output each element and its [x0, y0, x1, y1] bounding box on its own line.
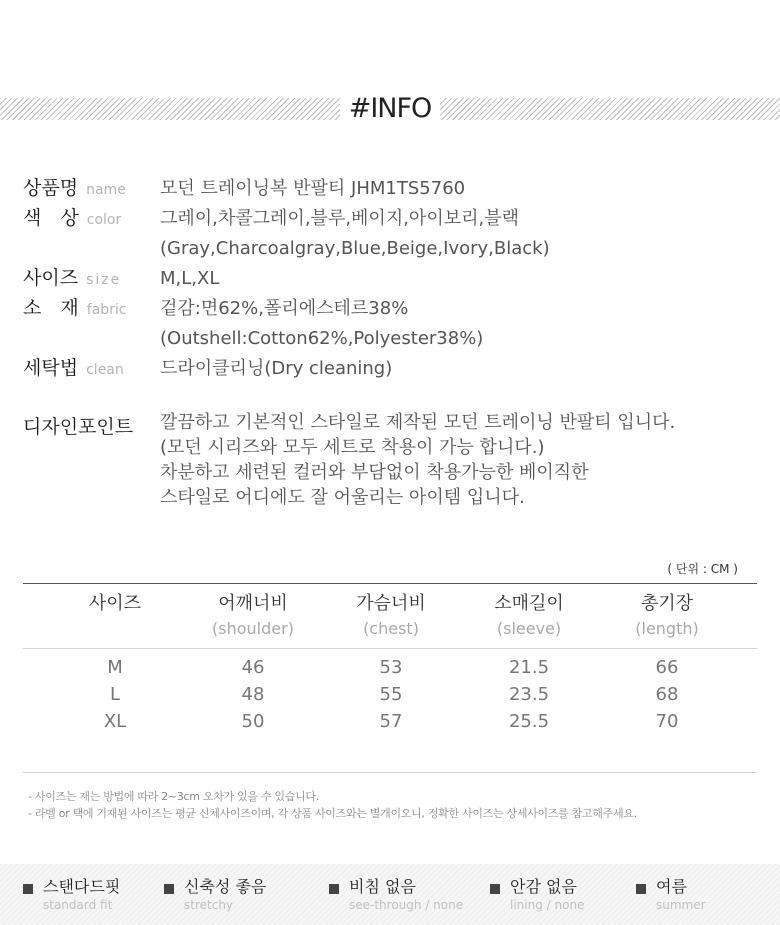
table-cell: 68 — [655, 684, 679, 705]
spec-label-kr: 사이즈 — [23, 267, 79, 289]
col-sub-length: (length) — [635, 619, 699, 638]
design-point-line: 스타일로 어디에도 잘 어울리는 아이템 입니다. — [160, 487, 525, 508]
square-bullet-icon — [636, 884, 646, 894]
title-hatch-right — [440, 98, 780, 120]
col-head-shoulder: 어깨너비 — [218, 593, 288, 614]
table-cell: 57 — [379, 711, 403, 732]
table-cell: 55 — [379, 684, 403, 705]
feature-label: 안감 없음 — [510, 877, 577, 896]
spec-value-color: 그레이,차콜그레이,블루,베이지,아이보리,블랙 — [160, 208, 519, 229]
spec-label-kr: 소 재 — [23, 297, 79, 319]
spec-value-name: 모던 트레이닝복 반팔티 JHM1TS5760 — [160, 178, 466, 199]
col-sub-shoulder: (shoulder) — [212, 619, 294, 638]
table-header-rule — [23, 648, 757, 649]
table-cell: 23.5 — [508, 684, 550, 705]
unit-label: ( 단위 : CM ) — [667, 562, 738, 576]
table-cell: 53 — [379, 657, 403, 678]
spec-label-color — [23, 206, 121, 232]
note-line: - 사이즈는 재는 방법에 따라 2~3cm 오차가 있을 수 있습니다. — [28, 790, 319, 803]
feature-sublabel: lining / none — [510, 898, 585, 912]
spec-value-fabric: 겉감:면62%,폴리에스테르38% — [160, 298, 409, 319]
spec-label-en: size — [86, 272, 122, 288]
feature-label: 비침 없음 — [349, 877, 416, 896]
spec-label-clean — [23, 356, 124, 382]
spec-value-color-en: (Gray,Charcoalgray,Blue,Beige,Ivory,Black) — [160, 238, 550, 259]
square-bullet-icon — [23, 884, 33, 894]
spec-label-name — [23, 176, 126, 202]
spec-label-en: fabric — [86, 302, 127, 318]
table-cell: 25.5 — [508, 711, 550, 732]
feature-sublabel: summer — [656, 898, 706, 912]
col-sub-chest: (chest) — [363, 619, 419, 638]
spec-label-fabric — [23, 296, 127, 322]
table-bottom-rule — [23, 772, 757, 773]
col-head-sleeve: 소매길이 — [494, 593, 564, 614]
table-cell: M — [107, 657, 123, 678]
col-head-chest: 가슴너비 — [356, 593, 426, 614]
spec-label-size — [23, 266, 121, 292]
design-point-line: 깔끔하고 기본적인 스타일로 제작된 모던 트레이닝 반팔티 입니다. — [160, 412, 676, 433]
spec-value-size: M,L,XL — [160, 268, 220, 289]
col-sub-sleeve: (sleeve) — [496, 619, 562, 638]
info-title: #INFO — [348, 93, 432, 124]
table-cell: 21.5 — [508, 657, 550, 678]
table-cell: 46 — [241, 657, 265, 678]
design-point-line: 차분하고 세련된 컬러와 부담없이 착용가능한 베이직한 — [160, 462, 589, 483]
spec-label-kr: 상품명 — [23, 177, 79, 199]
table-cell: 70 — [655, 711, 679, 732]
design-point-label: 디자인포인트 — [23, 416, 134, 438]
feature-sublabel: see-through / none — [349, 898, 464, 912]
square-bullet-icon — [490, 884, 500, 894]
table-top-rule — [23, 583, 757, 584]
feature-label: 여름 — [656, 877, 687, 896]
spec-label-en: color — [86, 212, 122, 228]
feature-label: 신축성 좋음 — [184, 877, 267, 896]
design-point-line: (모던 시리즈와 모두 세트로 착용이 가능 합니다.) — [160, 437, 545, 458]
spec-value-fabric-en: (Outshell:Cotton62%,Polyester38%) — [160, 328, 484, 349]
col-head-size: 사이즈 — [88, 593, 142, 614]
feature-sublabel: standard fit — [43, 898, 113, 912]
table-cell: 50 — [241, 711, 265, 732]
spec-value-clean: 드라이클리닝(Dry cleaning) — [160, 358, 393, 379]
square-bullet-icon — [164, 884, 174, 894]
note-line: - 라벨 or 택에 기재된 사이즈는 평균 신체사이즈이며, 각 상품 사이즈와는 별개이오니, 정확한 사이즈는 상세사이즈를 참고해주세요. — [28, 807, 637, 820]
table-cell: 66 — [655, 657, 679, 678]
table-cell: L — [109, 684, 121, 705]
col-head-length: 총기장 — [640, 593, 694, 614]
square-bullet-icon — [329, 884, 339, 894]
feature-sublabel: stretchy — [184, 898, 234, 912]
spec-label-en: clean — [86, 362, 124, 378]
spec-label-en: name — [86, 182, 126, 198]
spec-label-kr: 세탁법 — [23, 357, 79, 379]
spec-label-kr: 색 상 — [23, 207, 79, 229]
title-hatch-left — [0, 98, 340, 120]
table-cell: XL — [103, 711, 127, 732]
table-cell: 48 — [241, 684, 265, 705]
feature-label: 스탠다드핏 — [43, 877, 121, 896]
